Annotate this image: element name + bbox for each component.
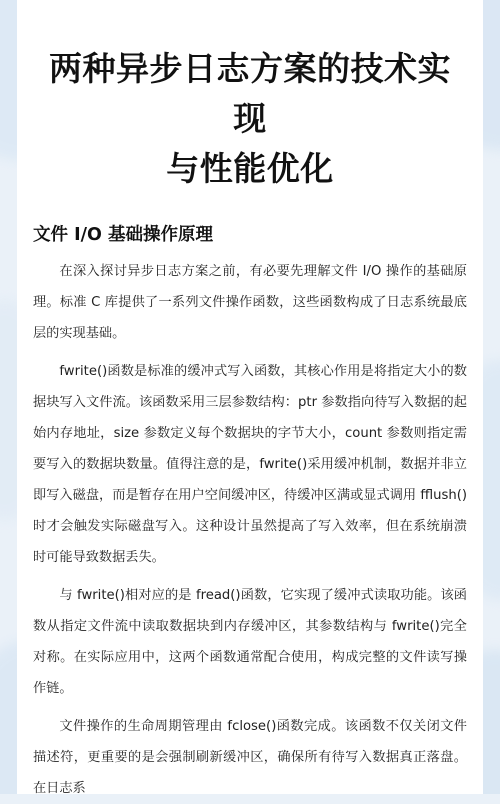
title-line-2: 与性能优化 <box>166 149 334 188</box>
body-paragraph-4: 文件操作的生命周期管理由 fclose()函数完成。该函数不仅关闭文件描述符，更重要的是会强制刷新缓冲区，确保所有待写入数据真正落盘。在日志系 <box>33 719 467 796</box>
body-paragraph-1: 在深入探讨异步日志方案之前，有必要先理解文件 I/O 操作的基础原理。标准 C 库提供了一系列文件操作函数，这些函数构成了日志系统最底层的实现基础。 <box>33 264 467 341</box>
document-page <box>17 0 483 794</box>
body-paragraph-2: fwrite()函数是标准的缓冲式写入函数，其核心作用是将指定大小的数据块写入文件流。该函数采用三层参数结构：ptr 参数指向待写入数据的起始内存地址，size 参数定义每个数据块的字节大小，count 参数则指定需要写入的数据块数量。值得注意的是，fwrite()采用缓冲机制，数据并非立即写入磁盘，而是暂存在用户空间缓冲区，待缓冲区满或显式调用 fflush()时才会触发实际磁盘写入。这种设计虽然提高了写入效率，但在系统崩溃时可能导致数据丢失。 <box>33 364 467 565</box>
body-paragraph-3: 与 fwrite()相对应的是 fread()函数，它实现了缓冲式读取功能。该函数从指定文件流中读取数据块到内存缓冲区，其参数结构与 fwrite()完全对称。在实际应用中，这两个函数通常配合使用，构成完整的文件读写操作链。 <box>33 588 467 696</box>
section-heading: 文件 I/O 基础操作原理 <box>33 225 213 245</box>
title-line-1: 两种异步日志方案的技术实现 <box>49 49 451 138</box>
document-title <box>33 44 467 194</box>
